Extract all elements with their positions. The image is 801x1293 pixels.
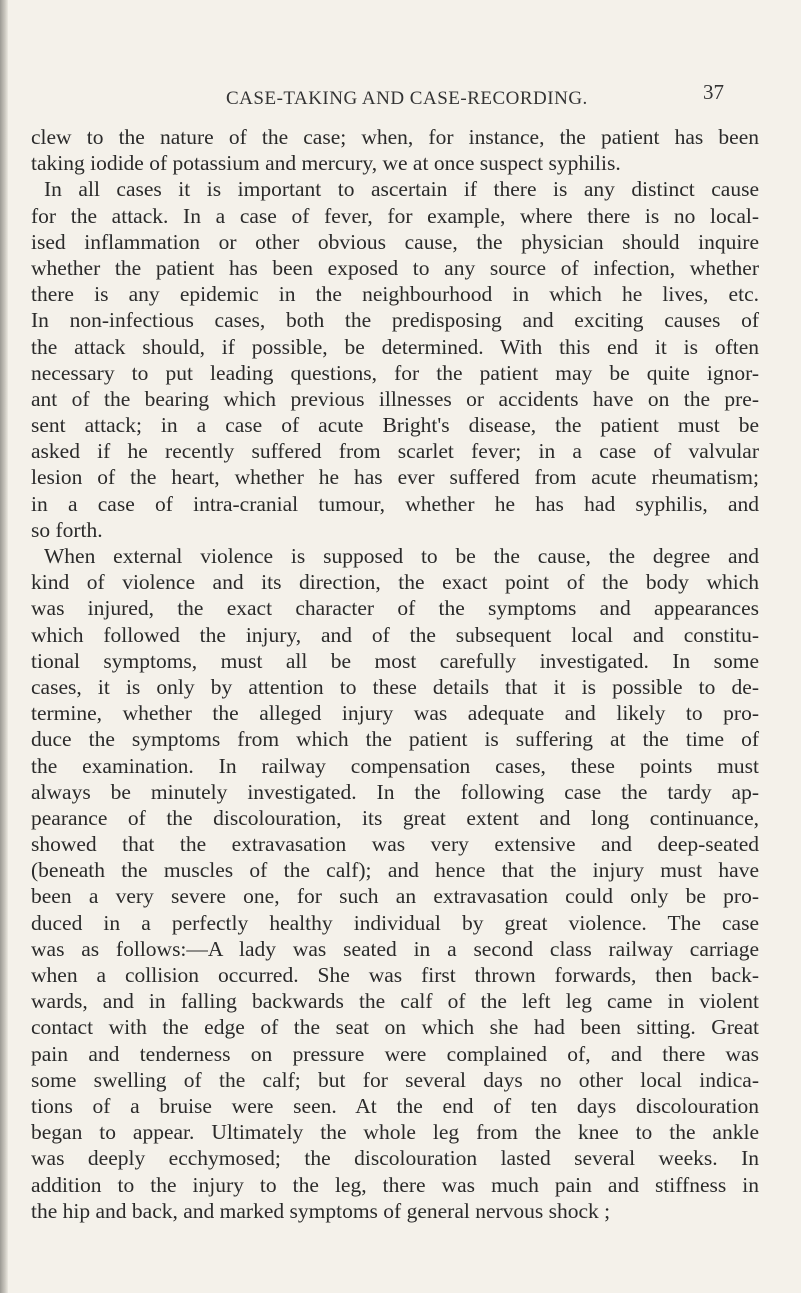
text-line: addition to the injury to the leg, there was much pain and stiffness in <box>31 1172 759 1197</box>
text-line: the examination. In railway compensation cases, these points must <box>31 753 759 778</box>
text-line: In non-infectious cases, both the predisposing and exciting causes of <box>31 308 759 333</box>
text-line: (beneath the muscles of the calf); and hence that the injury must have <box>31 858 759 883</box>
text-line: clew to the nature of the case; when, for instance, the patient has been <box>31 125 759 149</box>
page-binding-edge <box>0 0 8 1293</box>
text-line: When external violence is supposed to be the cause, the degree and <box>44 544 759 568</box>
text-line: duce the symptoms from which the patient is suffering at the time of <box>31 727 759 752</box>
text-line: contact with the edge of the seat on which she had been sitting. Great <box>31 1015 759 1040</box>
text-line: so forth. <box>31 517 103 542</box>
text-line: which followed the injury, and of the subsequent local and constitu- <box>31 622 759 647</box>
text-line: in a case of intra-cranial tumour, whether he has had syphilis, and <box>31 491 759 516</box>
paragraph <box>31 176 759 543</box>
text-line: asked if he recently suffered from scarlet fever; in a case of valvular <box>31 439 759 464</box>
text-line: was deeply ecchymosed; the discolouration lasted several weeks. In <box>31 1146 759 1171</box>
page-number: 37 <box>703 80 724 104</box>
text-line: some swelling of the calf; but for several days no other local indica- <box>31 1067 759 1092</box>
text-line: ised inflammation or other obvious cause, the physician should inquire <box>31 229 759 254</box>
paragraph <box>31 124 759 176</box>
text-line: showed that the extravasation was very extensive and deep-seated <box>31 832 759 857</box>
text-line: ant of the bearing which previous illnesses or accidents have on the pre- <box>31 386 759 411</box>
text-line: necessary to put leading questions, for the patient may be quite ignor- <box>31 360 759 385</box>
text-line: the hip and back, and marked symptoms of general nervous shock ; <box>31 1198 611 1223</box>
text-line: the attack should, if possible, be determined. With this end it is often <box>31 334 759 359</box>
text-line: pain and tenderness on pressure were complained of, and there was <box>31 1041 759 1066</box>
text-line: been a very severe one, for such an extravasation could only be pro- <box>31 884 759 909</box>
text-line: always be minutely investigated. In the following case the tardy ap- <box>31 779 759 804</box>
paragraph <box>31 543 759 1224</box>
text-line: cases, it is only by attention to these details that it is possible to de- <box>31 674 759 699</box>
text-line: was as follows:—A lady was seated in a second class railway carriage <box>31 936 759 961</box>
text-line: duced in a perfectly healthy individual by great violence. The case <box>31 910 759 935</box>
body-text <box>31 124 759 1224</box>
text-line: taking iodide of potassium and mercury, we at once suspect syphilis. <box>31 151 621 176</box>
text-line: began to appear. Ultimately the whole leg from the knee to the ankle <box>31 1120 759 1145</box>
text-line: there is any epidemic in the neighbourhood in which he lives, etc. <box>31 282 759 307</box>
running-head: CASE-TAKING AND CASE-RECORDING. <box>226 88 588 109</box>
text-line: sent attack; in a case of acute Bright's disease, the patient must be <box>31 413 759 438</box>
text-line: whether the patient has been exposed to any source of infection, whether <box>31 255 759 280</box>
text-line: pearance of the discolouration, its great extent and long continuance, <box>31 805 759 830</box>
text-line: was injured, the exact character of the symptoms and appearances <box>31 596 759 621</box>
text-line: wards, and in falling backwards the calf of the left leg came in violent <box>31 989 759 1014</box>
text-line: termine, whether the alleged injury was adequate and likely to pro- <box>31 701 759 726</box>
text-line: lesion of the heart, whether he has ever suffered from acute rheumatism; <box>31 465 759 490</box>
text-line: for the attack. In a case of fever, for example, where there is no local- <box>31 203 759 228</box>
text-line: tional symptoms, must all be most carefully investigated. In some <box>31 648 759 673</box>
text-line: when a collision occurred. She was first thrown forwards, then back- <box>31 963 759 987</box>
text-line: kind of violence and its direction, the exact point of the body which <box>31 570 759 595</box>
text-line: In all cases it is important to ascertain if there is any distinct cause <box>44 177 759 202</box>
text-line: tions of a bruise were seen. At the end of ten days discolouration <box>31 1093 759 1118</box>
